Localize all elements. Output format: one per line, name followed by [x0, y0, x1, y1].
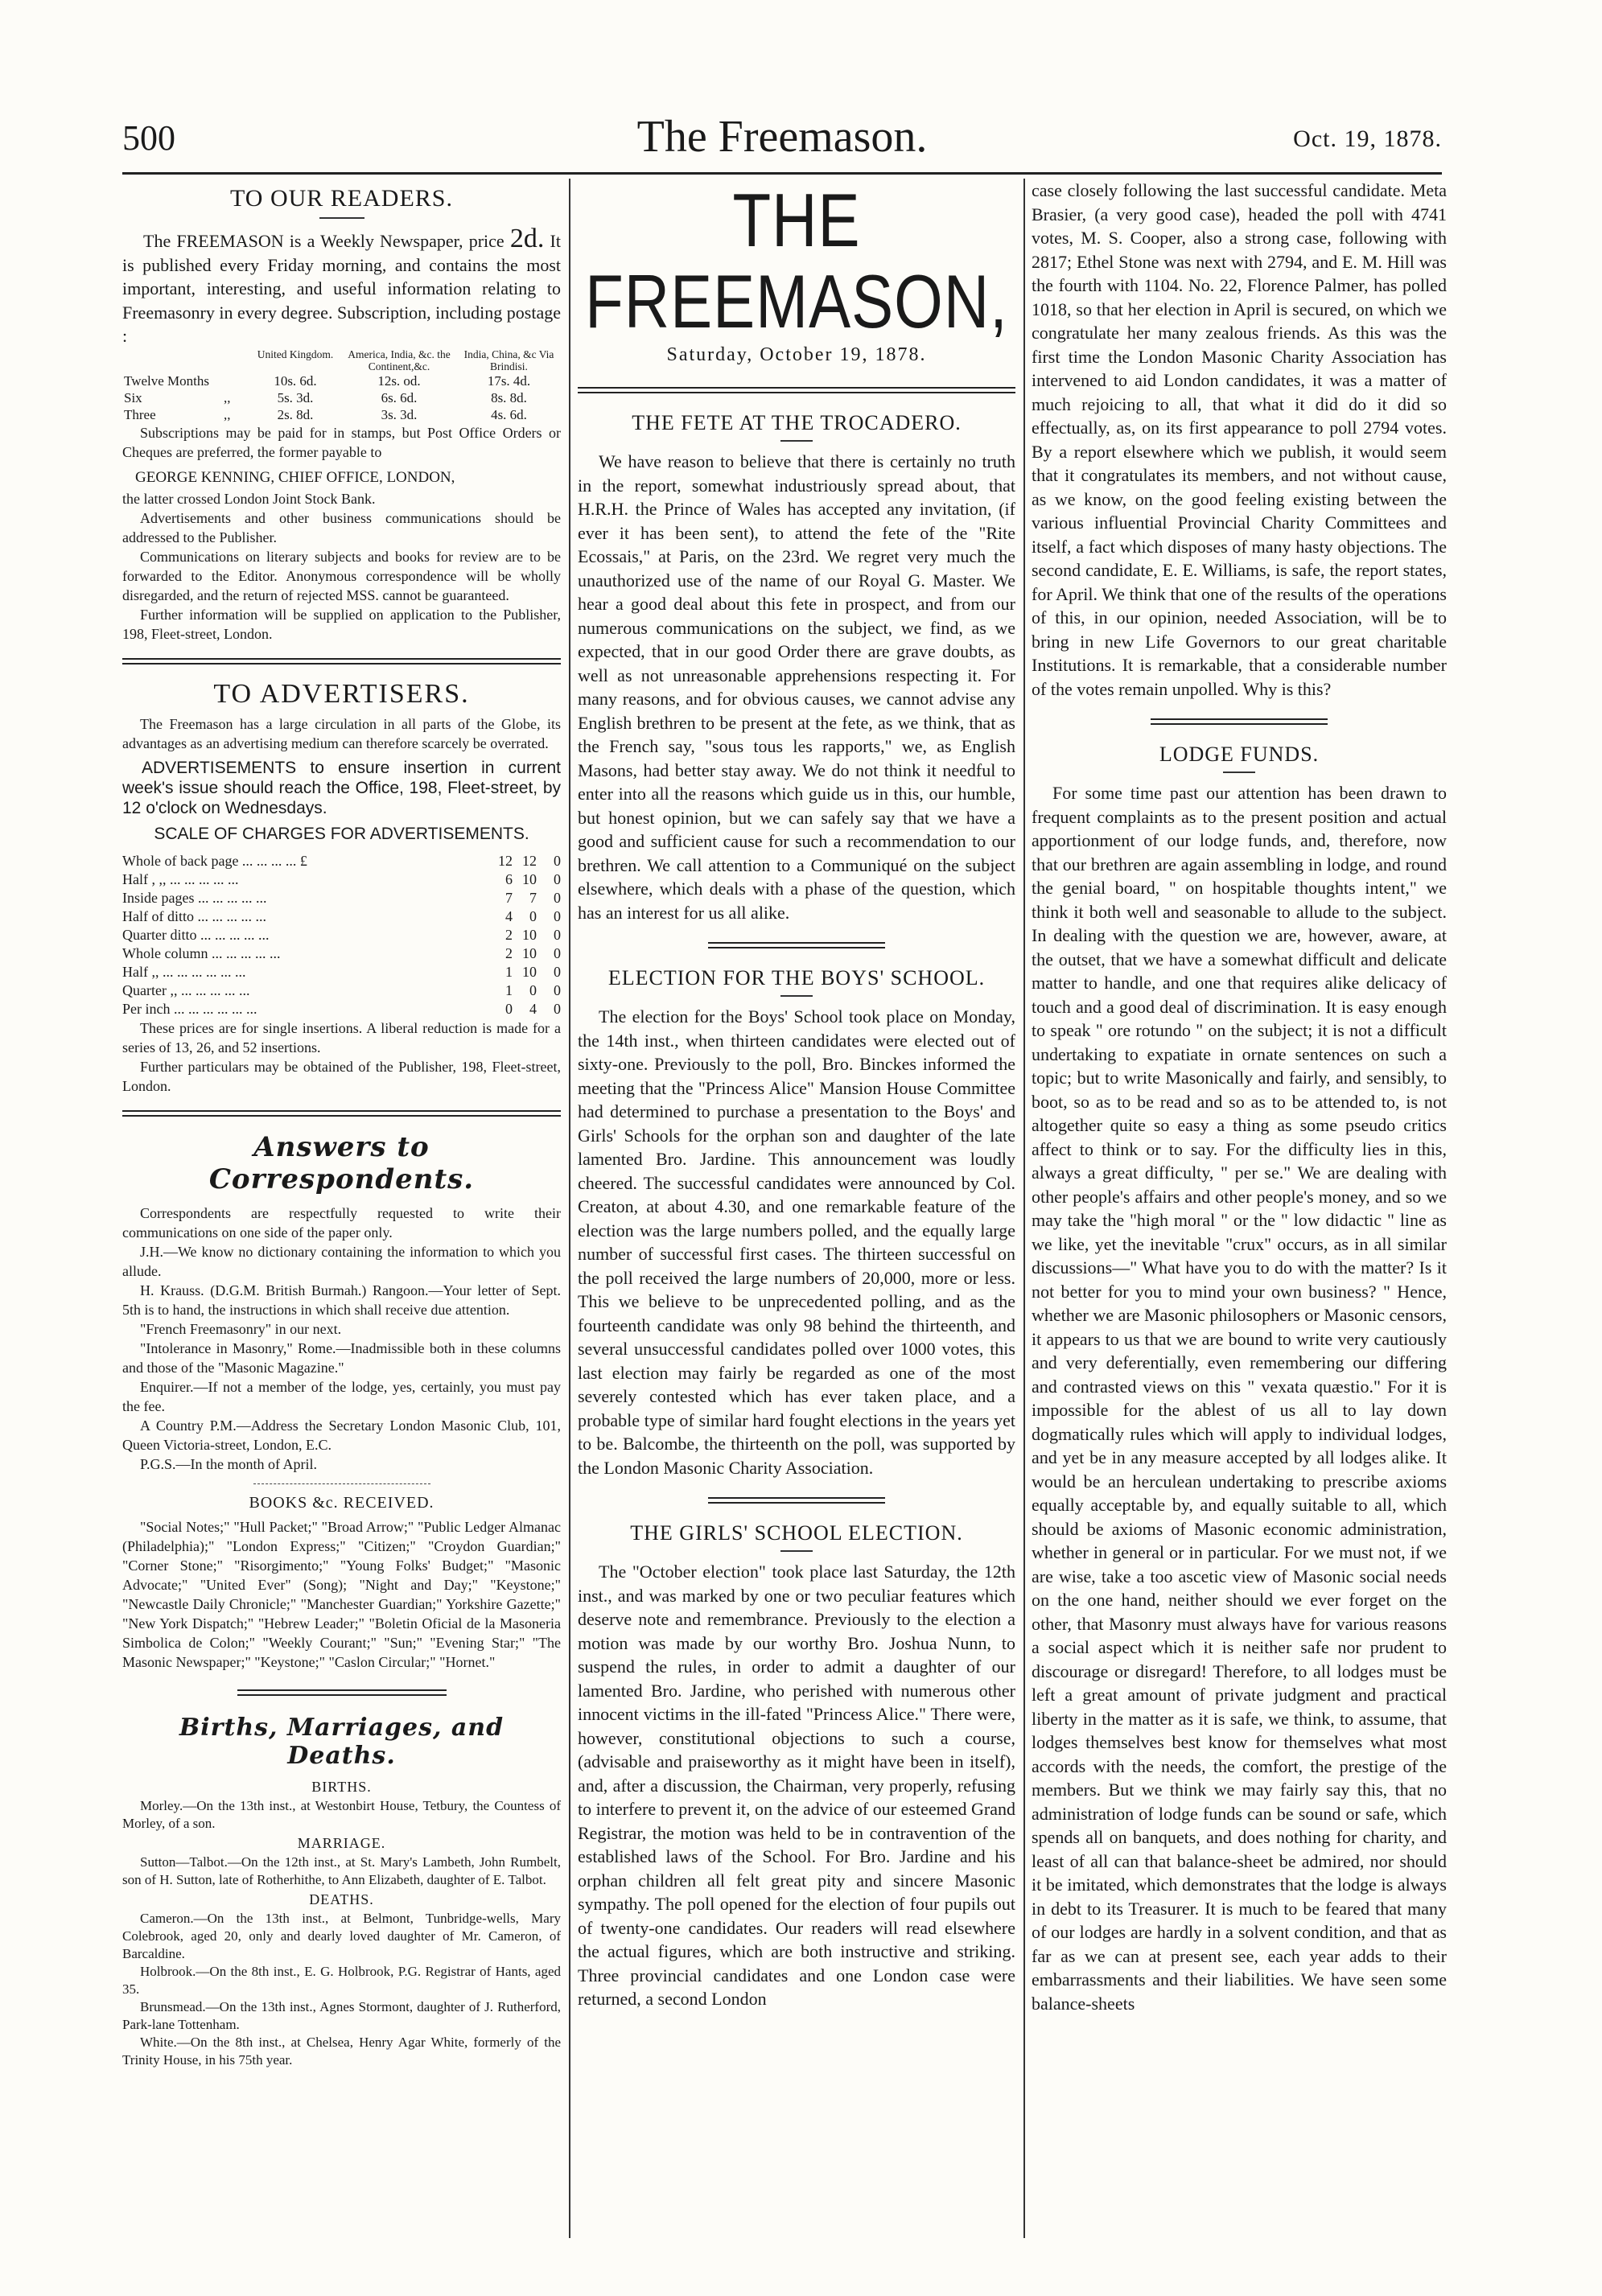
sub-cell: 2s. 8d. — [277, 406, 314, 422]
column-3 — [1032, 179, 1447, 2015]
rate-pounds: 0 — [505, 1000, 513, 1017]
girls-body — [578, 1560, 1015, 2011]
correspondents-p2: J.H.—We know no dictionary containing the information to which you allude. — [122, 1243, 561, 1279]
death-notice: Holbrook.—On the 8th inst., E. G. Holbrook, P.G. Registrar of Hants, aged 35. — [122, 1963, 561, 1997]
ornamental-rule — [253, 1483, 430, 1484]
rate-shillings: 0 — [529, 981, 537, 998]
sub-cell: 17s. 4d. — [487, 372, 531, 389]
rate-pounds: 1 — [505, 963, 513, 980]
rate-shillings: 7 — [529, 889, 537, 906]
boys-p1: The election for the Boys' School took place on Monday, the 14th inst., when thirteen candidates were elected out of sixty-one. Previously to the poll, Bro. Binckes informed the meeting that the "Princess Alice" Mansion House Committee had determined to purchase a presentation to the Boys' and Girls' Schools for the orphan son and daughter of the late lamented Bro. Jardine. This announcement was loudly cheered. The successful candidates were announced by Col. Creaton, at about 4.30, and one remarkable feature of the election was the large numbers polled, and the equally large number of successful first cases. The thirteen successful on the poll received the large numbers of 20,000, more or less. This we believe to be unprecedented polling, and as the fourteenth candidate was only 98 behind the thirteenth, and several unsuccessful candidates polled over 1000 votes, this last election may fairly be regarded as one of the most severely contested which has ever taken place, and a probable type of similar hard fought elections in the years yet to be. Balcombe, the thirteenth on the poll, was supported by the London Masonic Charity Association. — [578, 1006, 1015, 1478]
correspondents-p7: A Country P.M.—Address the Secretary London Masonic Club, 101, Queen Victoria-street, London, E.C. — [122, 1417, 561, 1453]
subscription-table — [122, 348, 561, 423]
girls-cont-text: case closely following the last successful candidate. Meta Brasier, (a very good case), headed the poll with 4741 votes, M. S. Cooper, also a strong case, following with 2817; Ethel Stone was next with 2794, and E. M. Hill was the fourth with 1104. No. 22, Florence Palmer, has polled 1018, so that her election in April is secured, on which we congratulate her many zealous friends. As this was the first time the London Masonic Charity Association has intervened to aid London candidates, it was a matter of much rejoicing to all, that what it did do it did so effectually, as, on its first appearance to poll 2794 votes. By a report elsewhere which we publish, it would seem that it congratulates its members, and not without cause, as we know, on the good feeling existing between the various influential Provincial Charity Committees and itself, a fact which disposes of many hasty objections. The second candidate, E. E. Williams, is safe, the report states, for April. We think that one of the results of the operations of this, in our opinion, needed Association, will be to bring in new Life Governors to our great charitable Institutions. It is remarkable, that a considerable number of the votes remain unpolled. Why is this? — [1032, 180, 1447, 699]
boys-body — [578, 1005, 1015, 1479]
readers-further: Further information will be supplied on application to the Publisher, 198, Fleet-street, London. — [122, 606, 561, 642]
ornamental-rule — [578, 387, 1015, 393]
rate-pounds: 2 — [505, 926, 513, 943]
subscription-row — [122, 406, 561, 423]
double-rule-short — [708, 942, 885, 948]
column-divider-1 — [569, 179, 570, 2238]
section-dash — [780, 1550, 813, 1552]
price: 2d. — [509, 224, 545, 253]
column-2 — [578, 179, 1015, 2011]
rate-shillings: 12 — [522, 852, 537, 869]
masthead: THE FREEMASON, — [585, 177, 1008, 344]
section-dash — [780, 995, 813, 997]
double-rule — [122, 658, 561, 665]
readers-bank: the latter crossed London Joint Stock Bank. — [122, 490, 376, 507]
trocadero-body — [578, 450, 1015, 924]
rate-label: Inside pages ... ... ... ... ... — [122, 889, 267, 906]
readers-payment: Subscriptions may be paid for in stamps, but Post Office Orders or Cheques are preferred, the former payable to — [122, 424, 561, 460]
readers-adverts: Advertisements and other business communications should be addressed to the Publisher. — [122, 509, 561, 545]
sub-cell: ,, — [224, 406, 231, 422]
section-dash — [780, 440, 813, 442]
rate-shillings: 10 — [522, 926, 537, 943]
section-dash — [1223, 772, 1255, 773]
correspondents-body — [122, 1204, 561, 1474]
rate-pence: 0 — [554, 944, 561, 961]
column-divider-2 — [1023, 179, 1025, 2238]
rate-label: Half , ,, ... ... ... ... ... — [122, 870, 239, 887]
sub-cell: Three — [124, 406, 156, 422]
books-heading: BOOKS &c. RECEIVED. — [249, 1493, 434, 1512]
lodge-p1: For some time past our attention has been drawn to frequent complaints as to the present position and actual apportionment of our lodge funds, and, therefore, now that our brethren are again assembling in lodge, and round the genial board, " on hospitable thoughts intent," we think it both well and seasonable to allude to the subject. In dealing with the question we are, however, aware, at the outset, that we have a somewhat difficult and delicate matter to handle, and one that requires alike delicacy of touch and a good deal of discrimination. It is easy enough to speak " ore rotundo " on the subject; it is not a difficult undertaking to expatiate in ornate sentences on such a topic; but to write Masonically and fairly, and sensibly, to boot, so as to be read and so as to be attended to, is not altogether quite so easy a thing as some pseudo critics affect to think or to say. For the difficulty lies in this, always a great difficulty, " per se." We are dealing with other people's affairs and other people's money, and so we may take the "high moral " or the " low didactic " line as we like, yet the inevitable "crux" occurs, as in all similar discussions—" What have you to do with the matter? Is it not better for you to mind your own business? " Hence, whether we are Masonic philosophers or Masonic censors, it appears to us that we are bound to write very cautiously and very deferentially, even remembering our differing and contrasted views on this " vexata quæstio." For it is impossible for the ablest of us all to lay down dogmatically rules which will apply to individual lodges, and yet be in any measure accepted by all lodges alike. It would be an herculean undertaking to prescribe axioms equally acceptable by, and equally suitable to all, which should be axioms of Masonic economic administration, whether in general or in particular. For we must not, if we are wise, take a too ascetic view of Masonic social needs on the one hand, neither should we ever forget on the other, that Masonry must always have for various reasons a social aspect which it is neither safe nor prudent to discourage or disregard! Therefore, to all lodges must be left a great amount of private judgment and practical liberty in the matter as it is safe, we think, to assume, that lodges themselves best know for themselves what most accords with the needs, the comfort, the prestige of the members. But we think we may fairly say this, that no administration of lodge funds can be sound or safe, which spends all on banquets, and does nothing for charity, and least of all can that balance-sheet be admired, nor should it be imitated, which demonstrates that the lodge is always in debt to its Treasurer. It is much to be feared that many of our lodges are hardly in a solvent condition, and that as far as we can at present see, each year adds to their embarrassments and their liabilities. We have seen some balance-sheets — [1032, 783, 1447, 2014]
readers-intro — [122, 224, 561, 348]
books-list: "Social Notes;" "Hull Packet;" "Broad Arrow;" "Public Ledger Almanac (Philadelphia);" "London Express;" "Citizen;" "Croydon Guardian;" "Corner Stone;" "Risorgimento;" "Young Folks' Budget;" "Masonic Advocate;" "United Ever" (Song); "Night and Day;" "Keystone;" "Newcastle Daily Chronicle;" "Manchester Guardian;" Yorkshire Gazette;" "New York Dispatch;" "Hebrew Leader;" "Boletin Oficial de la Masoneria Simbolica de Colon;" "Weekly Courant;" "Sun;" "Evening Star;" "The Masonic Newspaper;" "Keystone;" "Caslon Circular;" "Hornet." — [122, 1518, 561, 1670]
rate-label: Per inch ... ... ... ... ... ... — [122, 1000, 257, 1017]
boys-heading: ELECTION FOR THE BOYS' SCHOOL. — [607, 966, 986, 990]
correspondents-p5: "Intolerance in Masonry," Rome.—Inadmissible both in these columns and those of the "Masonic Magazine." — [122, 1339, 561, 1376]
page-number: 500 — [122, 118, 175, 158]
rate-pence: 0 — [554, 852, 561, 869]
correspondents-p3: H. Krauss. (D.G.M. British Burmah.) Rangoon.—Your letter of Sept. 5th is to hand, the instructions in which shall receive due attention. — [122, 1282, 561, 1318]
rate-pounds: 6 — [505, 870, 513, 887]
correspondents-p1: Correspondents are respectfully requested to write their communications on one side of the paper only. — [122, 1204, 561, 1241]
rate-pounds: 4 — [505, 907, 513, 924]
readers-notes — [122, 423, 561, 644]
rate-row — [122, 870, 561, 889]
deaths-label: DEATHS. — [309, 1891, 374, 1907]
death-notice: Cameron.—On the 13th inst., at Belmont, Tunbridge-wells, Mary Colebrook, aged 20, only and dearly loved daughter of Mr. Cameron, of Barcaldine. — [122, 1910, 561, 1961]
rate-shillings: 10 — [522, 870, 537, 887]
advertisers-p4: Further particulars may be obtained of the Publisher, 198, Fleet-street, London. — [122, 1058, 561, 1094]
rate-pounds: 12 — [498, 852, 513, 869]
sub-cell: 8s. 8d. — [491, 389, 527, 405]
rate-pence: 0 — [554, 870, 561, 887]
rate-row — [122, 944, 561, 963]
running-date: Oct. 19, 1878. — [1293, 125, 1442, 152]
bmd-heading: Births, Marriages, and Deaths. — [179, 1713, 504, 1770]
readers-intro-b: It is published every Friday morning, and contains the most important, interesting, and useful information relating to Freemasonry in every degree. Subscription, including postage : — [122, 231, 561, 346]
double-rule-short — [237, 1689, 447, 1696]
head-rule — [122, 172, 1442, 175]
books-body — [122, 1517, 561, 1672]
rate-pence: 0 — [554, 963, 561, 980]
trocadero-heading: THE FETE AT THE TROCADERO. — [632, 411, 962, 434]
readers-intro-a: The FREEMASON is a Weekly Newspaper, price — [143, 231, 510, 251]
sub-cell: ,, — [224, 389, 231, 405]
rate-label: Half of ditto ... ... ... ... ... — [122, 907, 266, 924]
rate-pence: 0 — [554, 907, 561, 924]
rate-label: Quarter ,, ... ... ... ... ... — [122, 981, 250, 998]
double-rule-short — [708, 1497, 885, 1504]
rate-row — [122, 981, 561, 1000]
section-dash — [319, 217, 364, 219]
trocadero-p1: We have reason to believe that there is certainly no truth in the report, somewhat industriously spread about, that H.R.H. the Prince of Wales has accepted any invitation, (if ever it has been sent), to attend the fete of the "Rite Ecossais," at Paris, on the 23rd. We regret very much the unauthorized use of the name of our Royal G. Master. We hear a good deal about this fete in prospect, and from our numerous communications on the subject, we find, as we expected, that in our good Order there are grave doubts, as well as not unreasonable apprehensions respecting it. For many reasons, and for obvious causes, we cannot advise any English brethren to be present at the fete, as we think, that as the French say, "sous tous les rapports," we, as English Masons, had better stay away. We do not think it needful to enter into all the reasons which guide us in this, our humble, but honest opinion, but we can safely say that we have a good and sufficient cause for such a recommendation to our brethren. We call attention to a Communiqué on the subject elsewhere, which deals with a phase of the question, which has an interest for us all alike. — [578, 451, 1015, 923]
subscription-header-row — [122, 348, 561, 372]
rate-pounds: 7 — [505, 889, 513, 906]
rate-label: Quarter ditto ... ... ... ... ... — [122, 926, 270, 943]
rate-pence: 0 — [554, 1000, 561, 1017]
lodge-heading: LODGE FUNDS. — [1159, 743, 1320, 766]
advertisers-heading: TO ADVERTISERS. — [213, 678, 470, 709]
subscription-row — [122, 372, 561, 389]
marriage-label: MARRIAGE. — [297, 1834, 386, 1851]
births-label: BIRTHS. — [311, 1778, 372, 1795]
double-rule — [122, 1110, 561, 1117]
sub-header-cell — [122, 348, 222, 372]
subscription-row — [122, 389, 561, 406]
rate-shillings: 4 — [529, 1000, 537, 1017]
death-notice: White.—On the 8th inst., at Chelsea, Henry Agar White, formerly of the Trinity House, in his 75th year. — [122, 2034, 561, 2068]
marriage-notice: Sutton—Talbot.—On the 12th inst., at St. Mary's Lambeth, John Rumbelt, son of H. Sutton, late of Rotherhithe, to Ann Elizabeth, daughter of E. Talbot. — [122, 1854, 561, 1887]
sub-cell: Six — [124, 389, 142, 405]
birth-notice: Morley.—On the 13th inst., at Westonbirt House, Tetbury, the Countess of Morley, of a son. — [122, 1797, 561, 1831]
readers-literary: Communications on literary subjects and books for review are to be forwarded to the Editor. Anonymous correspondence will be wholly disregarded, and the return of rejected MSS. cannot be guaranteed. — [122, 548, 561, 603]
issue-date: Saturday, October 19, 1878. — [666, 344, 927, 365]
advertisers-body — [122, 714, 561, 753]
girls-heading: THE GIRLS' SCHOOL ELECTION. — [630, 1521, 963, 1545]
sub-cell: 3s. 3d. — [381, 406, 418, 422]
rate-shillings: 10 — [522, 963, 537, 980]
readers-heading: TO OUR READERS. — [230, 185, 453, 212]
sub-header-cell: America, India, &c. the Continent,&c. — [348, 348, 451, 372]
rate-pence: 0 — [554, 889, 561, 906]
advertisers-p3: These prices are for single insertions. A liberal reduction is made for a series of 13, 26, and 52 insertions. — [122, 1019, 561, 1055]
readers-office: GEORGE KENNING, CHIEF OFFICE, LONDON, — [135, 468, 455, 486]
sub-cell: 4s. 6d. — [491, 406, 527, 422]
rate-shillings: 10 — [522, 944, 537, 961]
sub-cell: 10s. 6d. — [274, 372, 317, 389]
rate-row — [122, 1000, 561, 1018]
sub-header-cell: United Kingdom. — [257, 348, 334, 360]
sub-header-cell: India, China, &c Via Brindisi. — [463, 348, 554, 372]
sub-cell — [222, 372, 249, 389]
rates-table — [122, 852, 561, 1018]
rate-label: Half ,, ... ... ... ... ... ... — [122, 963, 246, 980]
correspondents-heading: Answers to Correspondents. — [208, 1130, 475, 1195]
rate-label: Whole column ... ... ... ... ... — [122, 944, 281, 961]
advertisers-p2: ADVERTISEMENTS to ensure insertion in current week's issue should reach the Office, 198, Fleet-street, by 12 o'clock on Wednesdays. — [122, 758, 561, 817]
correspondents-p6: Enquirer.—If not a member of the lodge, yes, certainly, you must pay the fee. — [122, 1378, 561, 1414]
rate-row — [122, 963, 561, 981]
rate-shillings: 0 — [529, 907, 537, 924]
sub-cell: Twelve Months — [124, 372, 209, 389]
girls-p1: The "October election" took place last Saturday, the 12th inst., and was marked by one or two peculiar features which deserve note and remembrance. Previously to the election a motion was made by our worthy Bro. Joshua Nunn, to suspend the rules, in order to admit a daughter of our lamented Bro. Jardine, who perished with numerous other innocent victims in the ill-fated "Princess Alice." There were, however, constitutional objections to such a course, (advisable and praiseworthy as it might have been in itself), and, after a discussion, the Chairman, very properly, refusing to interfere to prevent it, on the advice of our esteemed Grand Registrar, the motion was held to be in contravention of the established laws of the School. For Bro. Jardine and his orphan children all felt great pity and sincere Masonic sympathy. The poll opened for the election of four pupils out of twenty-one candidates. Our readers will read elsewhere the actual figures, which are both instructive and striking. Three provincial candidates and one London case were returned, a second London — [578, 1562, 1015, 2009]
sub-cell: 12s. od. — [377, 372, 421, 389]
rate-pounds: 1 — [505, 981, 513, 998]
sub-cell: 6s. 6d. — [381, 389, 418, 405]
sub-header-cell — [222, 348, 249, 372]
lodge-body — [1032, 781, 1447, 2015]
rate-pounds: 2 — [505, 944, 513, 961]
column-1 — [122, 179, 561, 2069]
rate-label: Whole of back page ... ... ... ... £ — [122, 852, 307, 869]
advertisers-notes — [122, 1018, 561, 1096]
rate-pence: 0 — [554, 981, 561, 998]
rate-row — [122, 907, 561, 926]
correspondents-p4: "French Freemasonry" in our next. — [140, 1320, 342, 1337]
rate-row — [122, 926, 561, 944]
rate-row — [122, 889, 561, 907]
sub-cell: 5s. 3d. — [277, 389, 314, 405]
running-title: The Freemason. — [636, 112, 928, 162]
rate-row — [122, 852, 561, 870]
rate-pence: 0 — [554, 926, 561, 943]
correspondents-p8: P.G.S.—In the month of April. — [140, 1455, 318, 1472]
double-rule-short — [1151, 718, 1328, 725]
death-notice: Brunsmead.—On the 13th inst., Agnes Stormont, daughter of J. Rutherford, Park-lane Tottenham. — [122, 1998, 561, 2032]
advertisers-p1: The Freemason has a large circulation in all parts of the Globe, its advantages as an advertising medium can therefore scarcely be overrated. — [122, 715, 561, 751]
running-head — [122, 111, 1442, 169]
scale-heading: SCALE OF CHARGES FOR ADVERTISEMENTS. — [154, 824, 529, 843]
bmd-body — [122, 1778, 561, 2069]
girls-continued — [1032, 179, 1447, 701]
